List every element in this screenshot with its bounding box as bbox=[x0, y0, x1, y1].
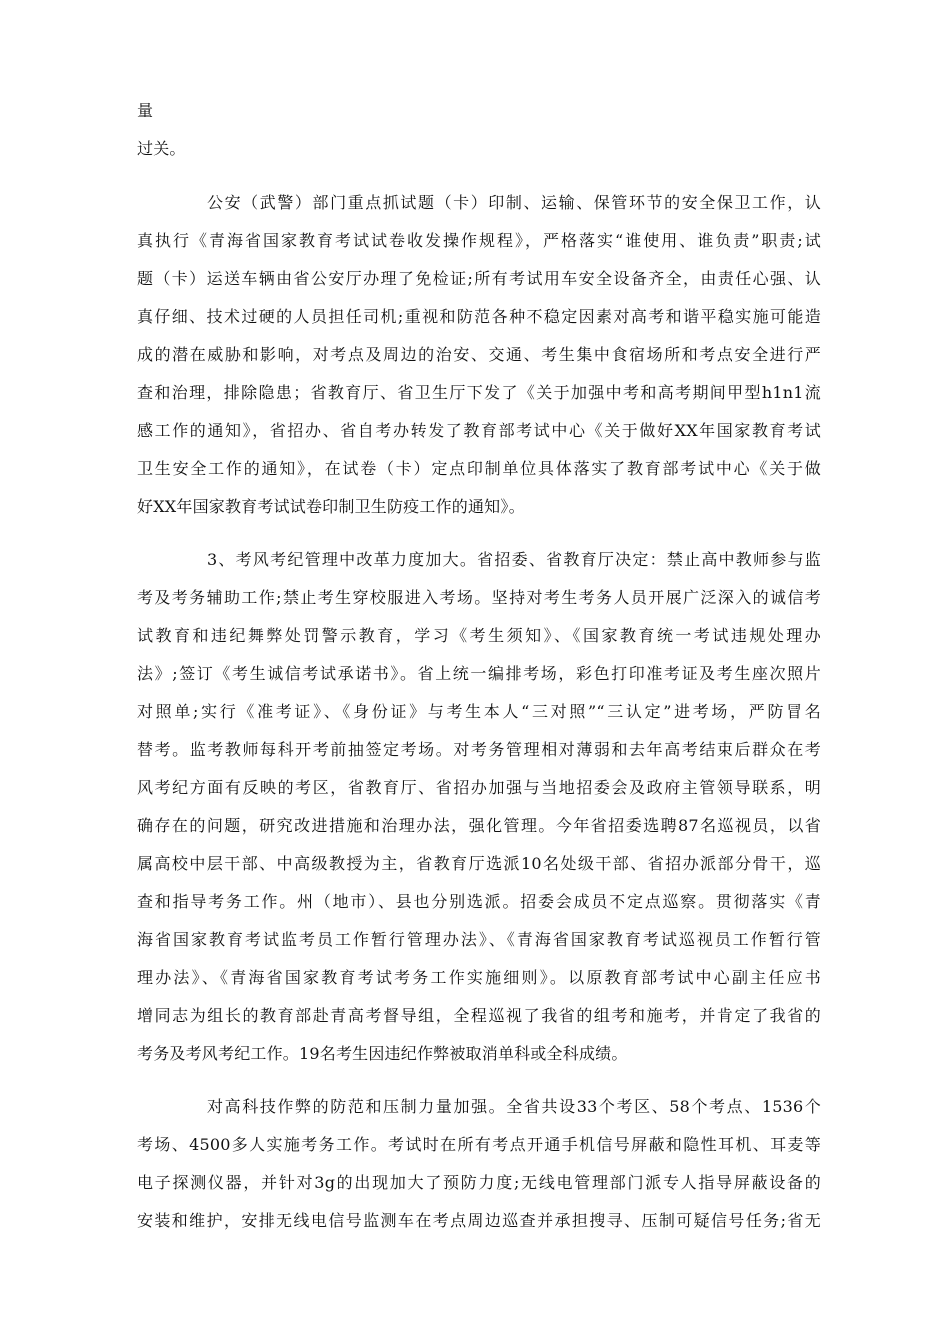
text-line: 过关。 bbox=[137, 139, 186, 158]
text-line: 法》;签订《考生诚信考试承诺书》。省上统一编排考场，彩色打印准考证及考生座次照片 bbox=[137, 664, 821, 683]
text-line: 查和治理，排除隐患；省教育厅、省卫生厅下发了《关于加强中考和高考期间甲型h1n1流 bbox=[137, 383, 821, 402]
text-line: 题（卡）运送车辆由省公安厅办理了免检证;所有考试用车安全设备齐全，由责任心强、认 bbox=[137, 269, 821, 288]
text-line: 感工作的通知》，省招办、省自考办转发了教育部考试中心《关于做好XX年国家教育考试 bbox=[137, 421, 821, 440]
text-line: 好XX年国家教育考试试卷印制卫生防疫工作的通知》。 bbox=[137, 497, 525, 516]
text-line: 安装和维护，安排无线电信号监测车在考点周边巡查并承担搜寻、压制可疑信号任务;省无 bbox=[137, 1211, 821, 1230]
text-line: 海省国家教育考试监考员工作暂行管理办法》、《青海省国家教育考试巡视员工作暂行管 bbox=[137, 930, 821, 949]
text-line: 对照单;实行《准考证》、《身份证》与考生本人“三对照”“三认定”进考场，严防冒名 bbox=[137, 702, 821, 721]
text-line: 考务及考风考纪工作。19名考生因违纪作弊被取消单科或全科成绩。 bbox=[137, 1044, 628, 1063]
text-line: 电子探测仪器，并针对3g的出现加大了预防力度;无线电管理部门派专人指导屏蔽设备的 bbox=[137, 1173, 821, 1192]
text-line: 考场、4500多人实施考务工作。考试时在所有考点开通手机信号屏蔽和隐性耳机、耳麦等 bbox=[137, 1135, 821, 1154]
text-line: 对高科技作弊的防范和压制力量加强。全省共设33个考区、58个考点、1536个 bbox=[207, 1097, 821, 1116]
text-line: 真仔细、技术过硬的人员担任司机;重视和防范各种不稳定因素对高考和谐平稳实施可能造 bbox=[137, 307, 821, 326]
text-line: 风考纪方面有反映的考区，省教育厅、省招办加强与当地招委会及政府主管领导联系，明 bbox=[137, 778, 821, 797]
text-line: 量 bbox=[137, 101, 154, 120]
text-line: 3、考风考纪管理中改革力度加大。省招委、省教育厅决定：禁止高中教师参与监 bbox=[207, 550, 821, 569]
text-line: 确存在的问题，研究改进措施和治理办法，强化管理。今年省招委选聘87名巡视员，以省 bbox=[137, 816, 821, 835]
text-line: 试教育和违纪舞弊处罚警示教育，学习《考生须知》、《国家教育统一考试违规处理办 bbox=[137, 626, 821, 645]
text-line: 考及考务辅助工作;禁止考生穿校服进入考场。坚持对考生考务人员开展广泛深入的诚信考 bbox=[137, 588, 821, 607]
text-line: 增同志为组长的教育部赴青高考督导组，全程巡视了我省的组考和施考，并肯定了我省的 bbox=[137, 1006, 821, 1025]
text-line: 替考。监考教师每科开考前抽签定考场。对考务管理相对薄弱和去年高考结束后群众在考 bbox=[137, 740, 821, 759]
text-line: 公安（武警）部门重点抓试题（卡）印制、运输、保管环节的安全保卫工作，认 bbox=[207, 193, 821, 212]
text-line: 真执行《青海省国家教育考试试卷收发操作规程》，严格落实“谁使用、谁负责”职责;试 bbox=[137, 231, 821, 250]
text-line: 理办法》、《青海省国家教育考试考务工作实施细则》。以原教育部考试中心副主任应书 bbox=[137, 968, 821, 987]
text-line: 属高校中层干部、中高级教授为主，省教育厅选派10名处级干部、省招办派部分骨干，巡 bbox=[137, 854, 821, 873]
text-line: 卫生安全工作的通知》，在试卷（卡）定点印制单位具体落实了教育部考试中心《关于做 bbox=[137, 459, 821, 478]
text-line: 成的潜在威胁和影响，对考点及周边的治安、交通、考生集中食宿场所和考点安全进行严 bbox=[137, 345, 821, 364]
text-line: 查和指导考务工作。州（地市）、县也分别选派。招委会成员不定点巡察。贯彻落实《青 bbox=[137, 892, 821, 911]
